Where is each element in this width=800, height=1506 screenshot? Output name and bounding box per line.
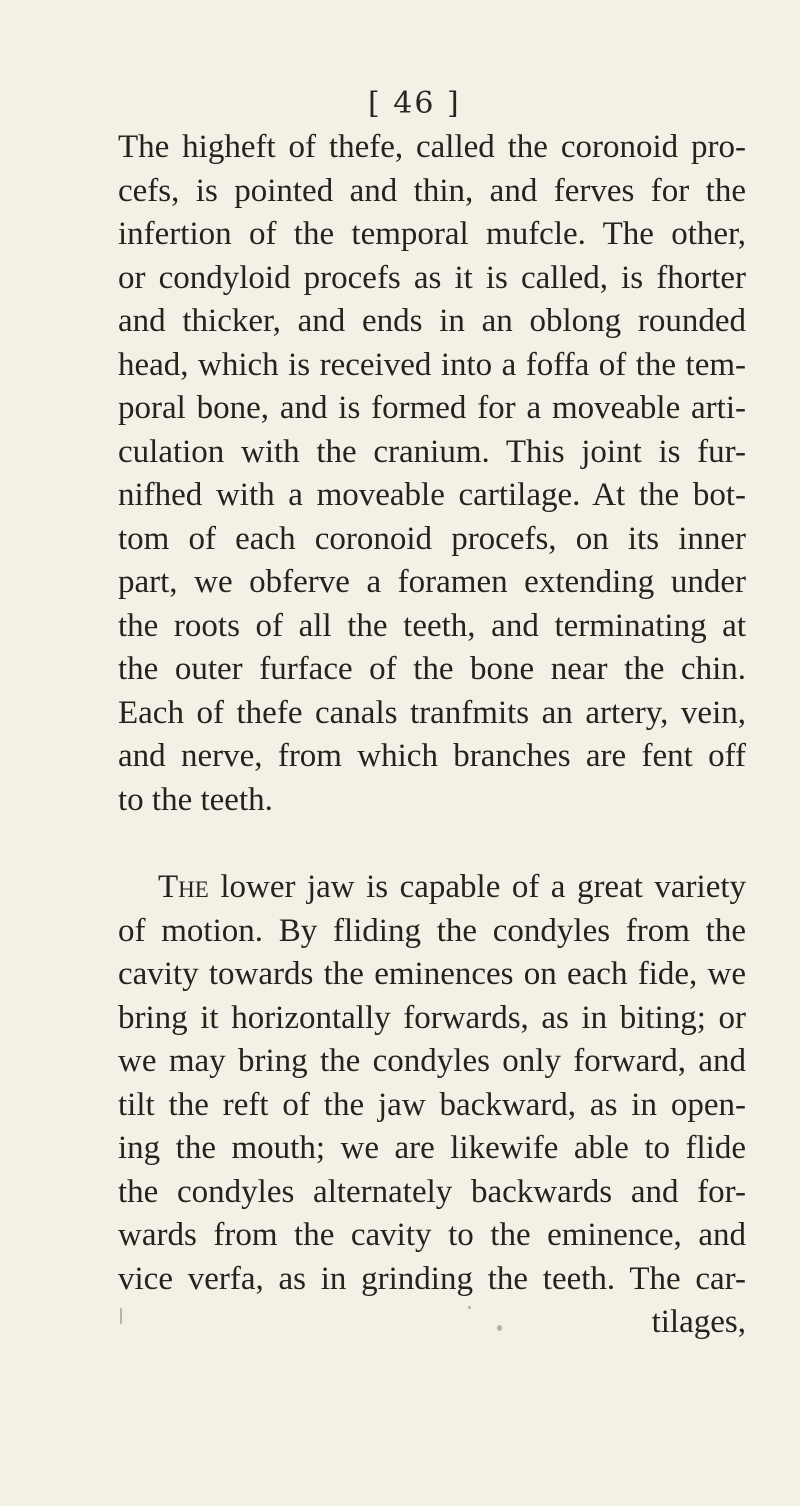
text-line: ing the mouth; we are likewife able to flide [118, 1130, 746, 1166]
text-line: tom of each coronoid procefs, on its inner [118, 520, 746, 557]
text-line: Each of thefe canals tranfmits an artery, vein, [118, 694, 746, 731]
text-line: the outer furface of the bone near the chin. [118, 651, 746, 687]
text-line: to the teeth. [118, 781, 273, 818]
text-line: of motion. By fliding the condyles from the [118, 912, 746, 949]
text-line: part, we obferve a foramen extending under [118, 564, 746, 600]
text-line: the condyles alternately backwards and for- [118, 1173, 746, 1210]
paper-speck [497, 1325, 502, 1331]
text-line: and nerve, from which branches are fent off [118, 738, 746, 774]
paper-speck [120, 1308, 122, 1324]
text-line: The higheft of thefe, called the coronoid pro- [118, 129, 746, 165]
text-line: cefs, is pointed and thin, and ferves for the [118, 172, 746, 209]
text-line: vice verfa, as in grinding the teeth. The car- [118, 1260, 746, 1297]
text-line: head, which is received into a foffa of the tem- [118, 346, 746, 383]
paragraph-lead-word: The [158, 869, 209, 905]
page-body [118, 126, 746, 1345]
page-number-header: [ 46 ] [368, 86, 461, 121]
text-line: wards from the cavity to the eminence, and [118, 1217, 746, 1253]
text-line: and thicker, and ends in an oblong rounded [118, 303, 746, 339]
paragraph-opening-line [118, 866, 746, 910]
paragraph-opening-text: lower jaw is capable of a great variety [220, 869, 747, 905]
text-line: bring it horizontally forwards, as in biting; or [118, 999, 746, 1036]
text-line: cavity towards the eminences on each fide, we [118, 956, 746, 992]
text-line: nifhed with a moveable cartilage. At the bot- [118, 477, 746, 513]
text-line: the roots of all the teeth, and terminating at [118, 607, 746, 644]
text-line: or condyloid procefs as it is called, is fhorter [118, 259, 746, 296]
text-line: culation with the cranium. This joint is fur- [118, 433, 746, 470]
text-line: tilt the reft of the jaw backward, as in open- [118, 1086, 746, 1123]
catchword: tilages, [651, 1304, 746, 1340]
text-line: we may bring the condyles only forward, and [118, 1043, 746, 1079]
paragraph-gap [118, 822, 746, 866]
paper-speck [468, 1306, 471, 1309]
text-line: infertion of the temporal mufcle. The other, [118, 216, 746, 252]
text-line: poral bone, and is formed for a moveable arti- [118, 390, 746, 426]
